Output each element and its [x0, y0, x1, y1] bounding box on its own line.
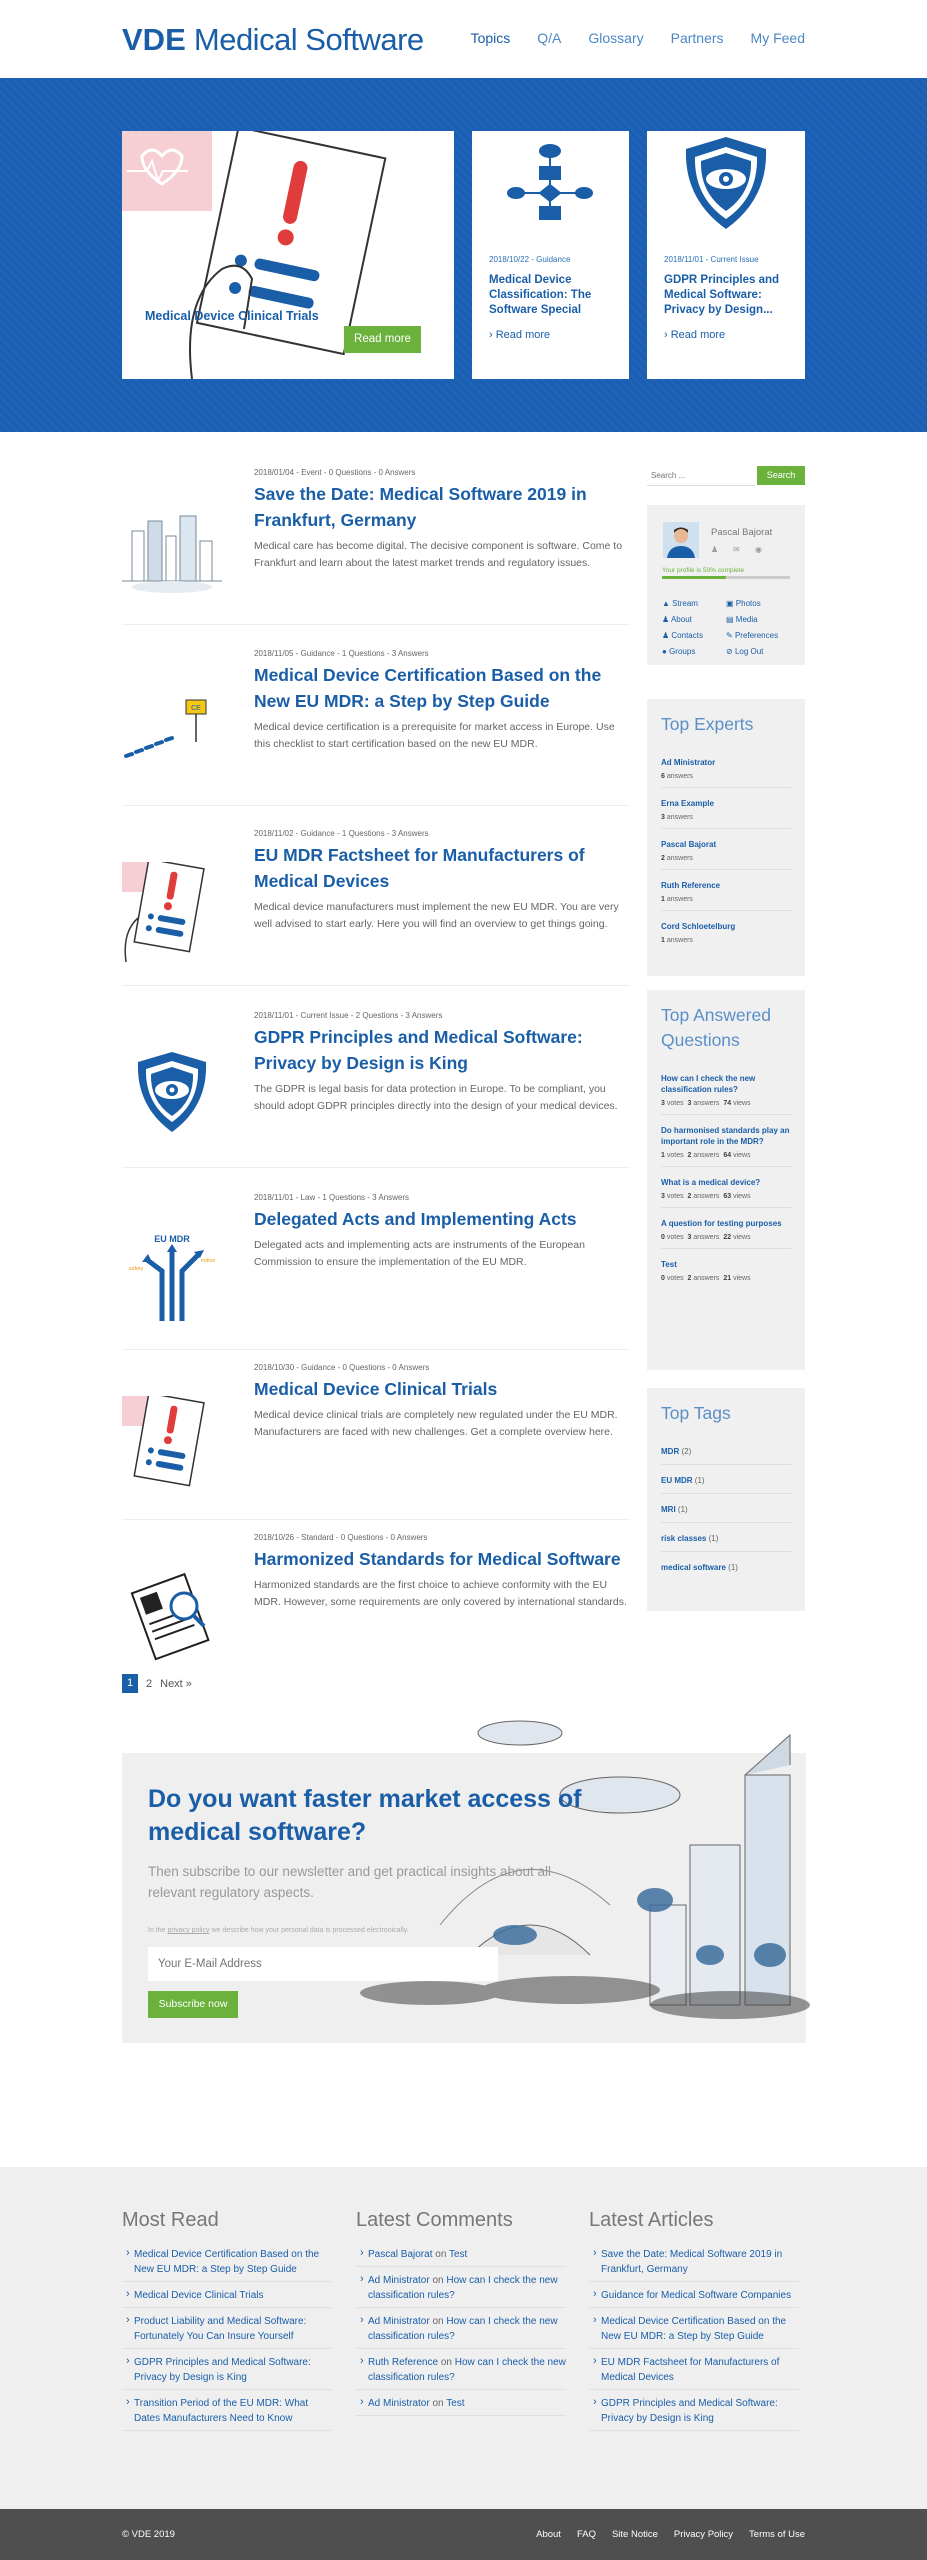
article-excerpt: The GDPR is legal basis for data protection in Europe. To be compliant, you should adopt GDPR principles directly into the design of your medical devices.: [254, 1083, 618, 1112]
article-item: [122, 818, 630, 986]
user-icon: ♟: [662, 615, 670, 624]
card-meta: 2018/11/01 - Current Issue: [664, 255, 759, 264]
article-excerpt: Medical device clinical trials are completely new regulated under the EU MDR. Manufacturers are faced with new challenges. Get a complete overview here.: [254, 1409, 618, 1438]
privacy-note: In the privacy policy we describe how your personal data is processed electronically.: [148, 1927, 409, 1934]
contacts-icon: ♟: [662, 631, 670, 640]
search-input[interactable]: [647, 466, 755, 486]
expert-answers: 6 answers: [661, 773, 693, 780]
question-link[interactable]: Test: [661, 1260, 677, 1269]
column-title: Latest Comments: [356, 2209, 513, 2231]
hero-card-title[interactable]: Medical Device Clinical Trials: [145, 309, 319, 323]
comment-post-link[interactable]: How can I check the new classification rules?: [368, 2316, 558, 2342]
globe-icon[interactable]: ◉: [755, 545, 762, 554]
about-link[interactable]: ♟ About: [662, 615, 692, 624]
question-link[interactable]: How can I check the new classification rules?: [661, 1074, 756, 1094]
footer-link[interactable]: › GDPR Principles and Medical Software: Privacy by Design is King: [122, 2349, 332, 2390]
question-stats: 1 votes 2 answers 64 views: [661, 1152, 751, 1159]
ce-mark-label: CE: [191, 705, 201, 712]
comment-author[interactable]: Ad Ministrator: [368, 2275, 430, 2286]
article-title[interactable]: Delegated Acts and Implementing Acts: [254, 1209, 577, 1229]
media-icon: ▤: [726, 615, 734, 624]
tag-link[interactable]: MRI (1): [661, 1505, 688, 1514]
article-meta: 2018/11/01 - Law - 1 Questions - 3 Answers: [254, 1193, 410, 1202]
nav-qa[interactable]: Q/A: [537, 30, 562, 46]
pagination: [122, 1674, 192, 1693]
article-title[interactable]: Save the Date: Medical Software 2019 in Frankfurt, Germany: [254, 484, 587, 530]
steps-sign-thumbnail: [122, 682, 222, 782]
page-2[interactable]: 2: [146, 1677, 153, 1690]
widget-title: Top Tags: [661, 1403, 731, 1423]
search-button[interactable]: Search: [757, 466, 805, 485]
article-item: [122, 457, 630, 625]
read-more-button[interactable]: Read more: [344, 326, 421, 353]
next-page-link[interactable]: Next »: [160, 1677, 192, 1690]
latest-articles-column: [589, 2207, 799, 2431]
question-item: [661, 1167, 791, 1208]
eu-mdr-sign-label: EU MDR: [154, 1234, 190, 1244]
article-title[interactable]: Harmonized Standards for Medical Software: [254, 1549, 621, 1569]
question-link[interactable]: Do harmonised standards play an important role in the MDR?: [661, 1126, 790, 1146]
logout-link[interactable]: ⊘ Log Out: [726, 647, 764, 656]
newsletter-subtitle: Then subscribe to our newsletter and get practical insights about all relevant regulatory aspects.: [148, 1864, 551, 1900]
hero-card-classification[interactable]: [472, 131, 629, 379]
expert-name[interactable]: Erna Example: [661, 799, 714, 808]
comment-author[interactable]: Pascal Bajorat: [368, 2249, 433, 2260]
profile-widget: [647, 505, 805, 665]
tag-link[interactable]: medical software (1): [661, 1563, 738, 1572]
city-sketch-thumbnail: [122, 501, 222, 601]
read-more-link[interactable]: › Read more: [489, 329, 551, 341]
article-excerpt: Medical device manufacturers must implement the new EU MDR. You are very well advised to start early. Here you will find an overview to get things going.: [254, 901, 619, 930]
tag-item: [661, 1552, 791, 1580]
question-item: [661, 1115, 791, 1167]
question-stats: 3 votes 2 answers 63 views: [661, 1193, 751, 1200]
page-1[interactable]: 1: [122, 1674, 138, 1693]
expert-item: [661, 870, 791, 911]
article-meta: 2018/11/01 - Current Issue - 2 Questions - 3 Answers: [254, 1011, 443, 1020]
comment-author[interactable]: Ruth Reference: [368, 2357, 439, 2368]
flowchart-icon: [472, 131, 629, 241]
expert-answers: 1 answers: [661, 896, 693, 903]
photos-link[interactable]: ▣ Photos: [726, 599, 761, 608]
footer-link[interactable]: › EU MDR Factsheet for Manufacturers of Medical Devices: [589, 2349, 799, 2390]
article-excerpt: Delegated acts and implementing acts are instruments of the European Commission to ensure the implementation of the EU MDR.: [254, 1239, 585, 1268]
edit-icon: ✎: [726, 631, 733, 640]
stream-icon: ▲: [662, 599, 670, 608]
tag-link[interactable]: EU MDR (1): [661, 1476, 705, 1485]
site-logo[interactable]: VDE Medical Software: [122, 22, 424, 57]
article-excerpt: Medical care has become digital. The decisive component is software. Come to Frankfurt and learn about the latest market trends and regulatory issues.: [254, 540, 623, 569]
article-meta: 2018/10/26 - Standard - 0 Questions - 0 Answers: [254, 1533, 428, 1542]
profile-completion-text: Your profile is 50% complete: [662, 567, 745, 574]
footer-link[interactable]: › Transition Period of the EU MDR: What Dates Manufacturers Need to Know: [122, 2390, 332, 2431]
footer-link[interactable]: › Product Liability and Medical Software: Fortunately You Can Insure Yourself: [122, 2308, 332, 2349]
comment-post-link[interactable]: Test: [446, 2398, 465, 2409]
widget-title: Top Experts: [661, 714, 754, 734]
article-item: [122, 1352, 630, 1520]
expert-name[interactable]: Cord Schloetelburg: [661, 922, 736, 931]
groups-link[interactable]: ● Groups: [662, 647, 696, 656]
footer-link[interactable]: › GDPR Principles and Medical Software: Privacy by Design is King: [589, 2390, 799, 2431]
comment-item: › Ad Ministrator on Test: [356, 2390, 566, 2416]
newsletter-signup: [122, 1753, 806, 2043]
shield-eye-thumbnail: [122, 1044, 222, 1144]
footer-link[interactable]: › Medical Device Certification Based on the New EU MDR: a Step by Step Guide: [122, 2241, 332, 2282]
clinical-trials-thumbnail: [122, 1396, 222, 1496]
top-tags-widget: [647, 1388, 805, 1611]
subscribe-button[interactable]: Subscribe now: [148, 1991, 238, 2018]
sidebar-search: [647, 466, 805, 486]
comment-item: › Pascal Bajorat on Test: [356, 2241, 566, 2267]
profile-name[interactable]: Pascal Bajorat: [711, 527, 773, 538]
nav-partners[interactable]: Partners: [670, 30, 724, 46]
question-stats: 3 votes 3 answers 74 views: [661, 1100, 751, 1107]
user-avatar-icon: [663, 522, 699, 558]
question-stats: 0 votes 3 answers 22 views: [661, 1234, 751, 1241]
contacts-link[interactable]: ♟ Contacts: [662, 631, 703, 640]
footer-link[interactable]: › Medical Device Clinical Trials: [122, 2282, 332, 2308]
widget-title: Top Answered Questions: [661, 1005, 771, 1050]
article-item: [122, 638, 630, 806]
stream-link[interactable]: ▲ Stream: [662, 599, 698, 608]
groups-icon: ●: [662, 647, 667, 656]
signpost-thumbnail: [122, 1226, 222, 1326]
expert-name[interactable]: Ad Ministrator: [661, 758, 716, 767]
expert-answers: 1 answers: [661, 937, 693, 944]
hero-card-gdpr[interactable]: [647, 131, 805, 379]
question-item: [661, 1249, 791, 1289]
latest-comments-column: [356, 2207, 566, 2416]
expert-item: [661, 788, 791, 829]
email-input[interactable]: [148, 1947, 498, 1981]
expert-item: [661, 829, 791, 870]
copyright: © VDE 2019: [122, 2529, 175, 2540]
article-excerpt: Medical device certification is a prerequisite for market access in Europe. Use this checklist to start certification based on the new EU MDR.: [254, 721, 615, 750]
factsheet-thumbnail: [122, 862, 222, 962]
newsletter-title: Do you want faster market access of medical software?: [148, 1785, 582, 1846]
preferences-link[interactable]: ✎ Preferences: [726, 631, 779, 640]
footer-link[interactable]: › Save the Date: Medical Software 2019 in Frankfurt, Germany: [589, 2241, 799, 2282]
footer-faq-link[interactable]: FAQ: [576, 2529, 596, 2540]
top-experts-widget: [647, 699, 805, 976]
comment-post-link[interactable]: Test: [449, 2249, 468, 2260]
tag-item: [661, 1494, 791, 1523]
tag-item: [661, 1523, 791, 1552]
article-title[interactable]: GDPR Principles and Medical Software: Privacy by Design is King: [254, 1027, 583, 1073]
article-title[interactable]: Medical Device Clinical Trials: [254, 1379, 498, 1399]
footer-nav: [536, 2529, 805, 2540]
avatar[interactable]: [663, 522, 699, 558]
expert-name[interactable]: Ruth Reference: [661, 881, 721, 890]
profile-progress-bar: [662, 576, 790, 579]
article-meta: 2018/01/04 - Event - 0 Questions - 0 Answers: [254, 468, 416, 477]
profile-progress-fill: [662, 576, 726, 579]
main-nav: [471, 30, 805, 46]
footer-site-notice-link[interactable]: Site Notice: [611, 2529, 658, 2540]
notice-sign-label: notice: [200, 1258, 216, 1264]
safety-sign-label: safety: [128, 1266, 144, 1272]
footer-widgets: [0, 2167, 927, 2509]
comment-author[interactable]: Ad Ministrator: [368, 2316, 430, 2327]
card-title[interactable]: Medical Device Classification: The Software Special: [489, 274, 592, 316]
tag-link[interactable]: risk classes (1): [661, 1534, 719, 1543]
top-answered-questions-widget: [647, 990, 805, 1370]
user-icon[interactable]: ♟: [711, 545, 719, 554]
logout-icon: ⊘: [726, 647, 733, 656]
article-meta: 2018/10/30 - Guidance - 0 Questions - 0 Answers: [254, 1363, 430, 1372]
question-stats: 0 votes 2 answers 21 views: [661, 1275, 751, 1282]
card-title[interactable]: GDPR Principles and Medical Software: Privacy by Design...: [664, 274, 780, 316]
comment-post-link[interactable]: How can I check the new classification rules?: [368, 2357, 566, 2383]
media-link[interactable]: ▤ Media: [726, 615, 758, 624]
footer-privacy-link[interactable]: Privacy Policy: [673, 2529, 734, 2540]
article-item: [122, 1000, 630, 1168]
question-item: [661, 1208, 791, 1249]
footer-link[interactable]: › Medical Device Certification Based on the New EU MDR: a Step by Step Guide: [589, 2308, 799, 2349]
tag-item: [661, 1436, 791, 1465]
hero-card-clinical-trials[interactable]: [122, 131, 454, 379]
footer-terms-link[interactable]: Terms of Use: [749, 2529, 805, 2540]
expert-answers: 3 answers: [661, 814, 693, 821]
nav-my-feed[interactable]: My Feed: [750, 30, 805, 46]
mail-icon[interactable]: ✉: [733, 545, 740, 554]
comment-item: › Ad Ministrator on How can I check the new classification rules?: [356, 2267, 566, 2308]
article-title[interactable]: EU MDR Factsheet for Manufacturers of Medical Devices: [254, 845, 585, 891]
article-item: [122, 1182, 630, 1350]
tag-item: [661, 1465, 791, 1494]
article-meta: 2018/11/02 - Guidance - 1 Questions - 3 Answers: [254, 829, 429, 838]
camera-icon: ▣: [726, 599, 734, 608]
footer-link[interactable]: › Guidance for Medical Software Companies: [589, 2282, 799, 2308]
most-read-column: [122, 2207, 332, 2431]
card-meta: 2018/10/22 - Guidance: [489, 255, 571, 264]
privacy-policy-link[interactable]: privacy policy: [167, 1927, 210, 1934]
comment-post-link[interactable]: How can I check the new classification rules?: [368, 2275, 558, 2301]
footer-bar: [0, 2509, 927, 2560]
expert-answers: 2 answers: [661, 855, 693, 862]
site-header: [0, 0, 927, 78]
profile-links: [662, 597, 792, 658]
question-link[interactable]: A question for testing purposes: [661, 1219, 782, 1228]
column-title: Latest Articles: [589, 2209, 714, 2231]
article-title[interactable]: Medical Device Certification Based on the New EU MDR: a Step by Step Guide: [254, 665, 602, 711]
tag-link[interactable]: MDR (2): [661, 1447, 692, 1456]
column-title: Most Read: [122, 2209, 219, 2231]
expert-item: [661, 747, 791, 788]
shield-eye-icon: [647, 131, 805, 241]
article-item: [122, 1522, 630, 1690]
footer-about-link[interactable]: About: [536, 2529, 561, 2540]
expert-item: [661, 911, 791, 951]
standards-document-thumbnail: [122, 1566, 222, 1666]
comment-author[interactable]: Ad Ministrator: [368, 2398, 430, 2409]
expert-name[interactable]: Pascal Bajorat: [661, 840, 717, 849]
read-more-link[interactable]: › Read more: [664, 329, 726, 341]
nav-topics[interactable]: Topics: [470, 30, 511, 46]
article-excerpt: Harmonized standards are the first choice to achieve conformity with the EU MDR. However, some requirements are only covered by international standards.: [254, 1579, 627, 1608]
article-meta: 2018/11/05 - Guidance - 1 Questions - 3 Answers: [254, 649, 429, 658]
question-item: [661, 1063, 791, 1115]
question-link[interactable]: What is a medical device?: [661, 1178, 761, 1187]
comment-item: › Ad Ministrator on How can I check the new classification rules?: [356, 2308, 566, 2349]
nav-glossary[interactable]: Glossary: [588, 30, 644, 46]
comment-item: › Ruth Reference on How can I check the new classification rules?: [356, 2349, 566, 2390]
